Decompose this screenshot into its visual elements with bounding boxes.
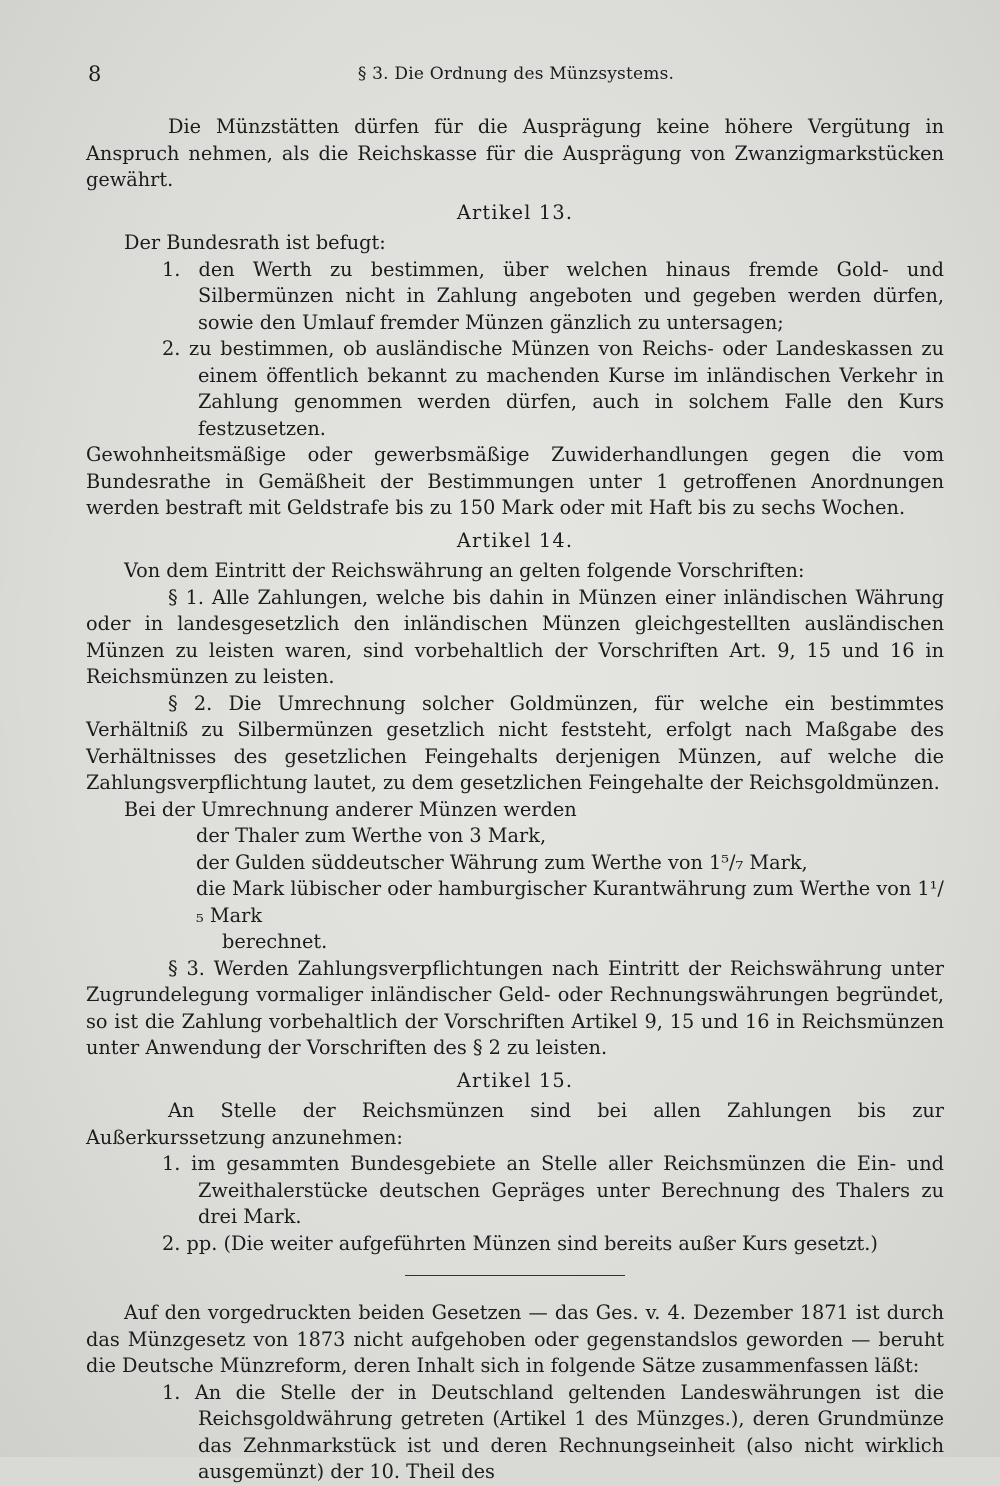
- article-13-heading: Artikel 13.: [456, 200, 574, 224]
- article-13-item-2: 2. zu bestimmen, ob ausländische Münzen von Reichs- oder Landeskassen zu einem öffentlich bekannt zu machenden Kurse im inländischen Verkehr in Zahlung genommen werden dürfen, auch in solchem Falle den Kurs festzusetzen.: [162, 337, 944, 440]
- closing-paragraph: Auf den vorgedruckten beiden Gesetzen — das Ges. v. 4. Dezember 1871 ist durch das Münzgesetz von 1873 nicht aufgehoben oder gegenstandslos geworden — beruht die Deutsche Münzreform, deren Inhalt sich in folgende Sätze zusammenfassen läßt:: [86, 1301, 944, 1377]
- article-14-lead: Von dem Eintritt der Reichswährung an gelten folgende Vorschriften:: [124, 559, 805, 582]
- closing-item-1: 1. An die Stelle der in Deutschland geltenden Landeswährungen ist die Reichsgoldwährung getreten (Artikel 1 des Münzges.), deren Grundmünze das Zehnmarkstück ist und deren Rechnungseinheit (also nicht wirklich ausgemünzt) der 10. Theil des: [162, 1380, 944, 1483]
- article-15-item-1: 1. im gesammten Bundesgebiete an Stelle aller Reichsmünzen die Ein- und Zweithalerstücke deutschen Gepräges unter Berechnung des Thalers zu drei Mark.: [162, 1152, 944, 1228]
- article-13-penalty: Gewohnheitsmäßige oder gewerbsmäßige Zuwiderhandlungen gegen die vom Bundesrathe in Gemäßheit der Bestimmungen unter 1 getroffenen Anordnungen werden bestraft mit Geldstrafe bis zu 150 Mark oder mit Haft bis zu sechs Wochen.: [86, 443, 944, 519]
- running-header: [86, 62, 946, 86]
- article-14-section-3: § 3. Werden Zahlungsverpflichtungen nach Eintritt der Reichswährung unter Zugrundelegung vormaliger inländischer Geld- oder Rechnungswährungen begründet, so ist die Zahlung vorbehaltlich der Vorschriften Artikel 9, 15 und 16 in Reichsmünzen unter Anwendung der Vorschriften des § 2 zu leisten.: [86, 956, 944, 1059]
- article-14-conversion-lead: Bei der Umrechnung anderer Münzen werden: [124, 797, 577, 821]
- article-15-item-2: 2. pp. (Die weiter aufgeführten Münzen sind bereits außer Kurs gesetzt.): [162, 1231, 878, 1255]
- article-15-heading: Artikel 15.: [456, 1068, 574, 1092]
- conversion-gulden: der Gulden süddeutscher Währung zum Werthe von 1⁵/₇ Mark,: [196, 850, 808, 874]
- conversion-mark: die Mark lübischer oder hamburgischer Kurantwährung zum Werthe von 1¹/₅ Mark: [196, 877, 944, 927]
- conversion-thaler: der Thaler zum Werthe von 3 Mark,: [196, 824, 547, 847]
- article-13-item-1: 1. den Werth zu bestimmen, über welchen hinaus fremde Gold- und Silbermünzen nicht in Zahlung angeboten und gegeben werden dürfen, sowie den Umlauf fremder Münzen gänzlich zu untersagen;: [162, 257, 944, 334]
- running-title: § 3. Die Ordnung des Münzsystems.: [357, 64, 675, 84]
- article-14-section-2: § 2. Die Umrechnung solcher Goldmünzen, für welche ein bestimmtes Verhältniß zu Silbermünzen gesetzlich nicht feststeht, erfolgt nach Maßgabe des Verhältnisses des gesetzlichen Feingehalts derjenigen Münzen, auf welche die Zahlungsverpflichtung lautet, zu dem gesetzlichen Feingehalte der Reichsgoldmünzen.: [86, 691, 944, 794]
- section-divider: [405, 1275, 625, 1276]
- page-body: [86, 114, 944, 1486]
- page-number: 8: [88, 62, 102, 86]
- intro-paragraph: Die Münzstätten dürfen für die Ausprägung keine höhere Vergütung in Anspruch nehmen, als die Reichskasse für die Ausprägung von Zwanzigmarkstücken gewährt.: [86, 115, 944, 191]
- article-14-heading: Artikel 14.: [456, 528, 574, 552]
- conversion-berechnet: berechnet.: [222, 930, 328, 953]
- article-14-section-1: § 1. Alle Zahlungen, welche bis dahin in Münzen einer inländischen Währung oder in landesgesetzlich den inländischen Münzen gleichgestellten ausländischen Münzen zu leisten waren, sind vorbehaltlich der Vorschriften Art. 9, 15 und 16 in Reichsmünzen zu leisten.: [86, 585, 944, 688]
- article-13-lead: Der Bundesrath ist befugt:: [124, 231, 386, 254]
- article-15-lead: An Stelle der Reichsmünzen sind bei allen Zahlungen bis zur Außerkurssetzung anzunehmen:: [86, 1099, 944, 1149]
